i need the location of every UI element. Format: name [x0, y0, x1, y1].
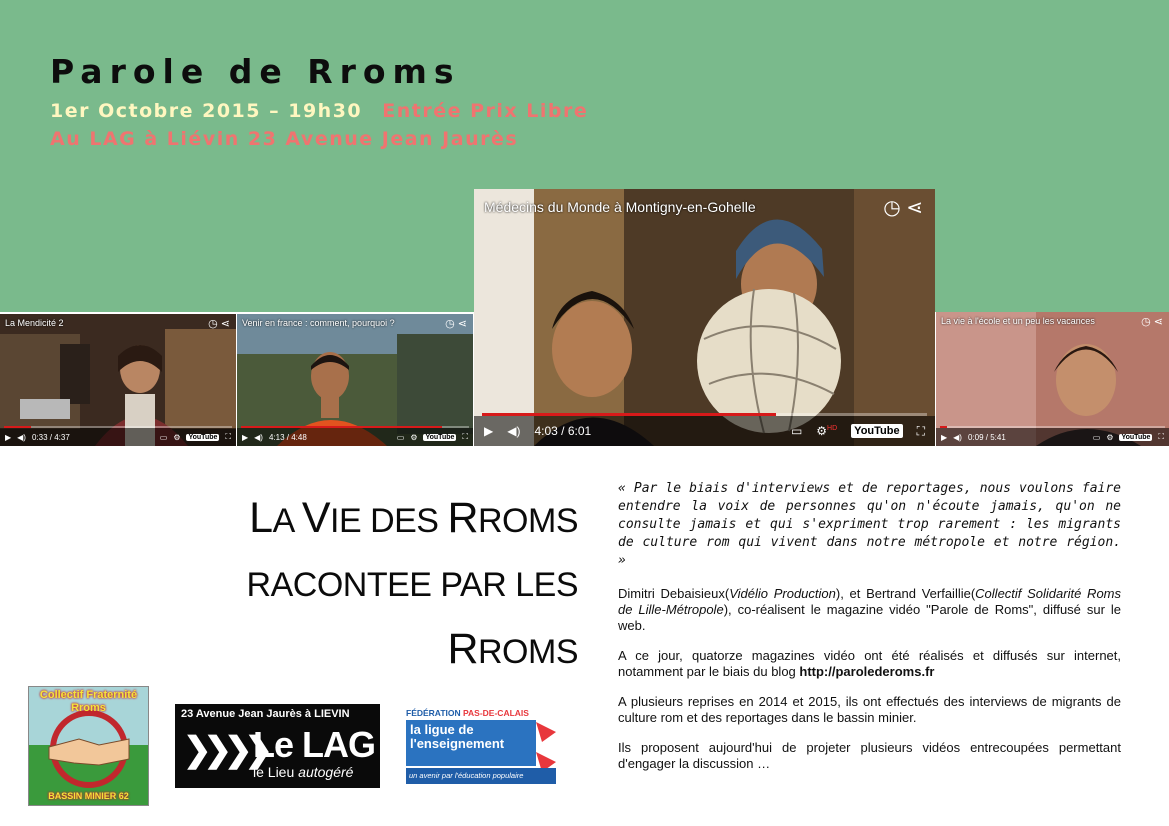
event-date-line: [50, 100, 588, 122]
play-icon[interactable]: ▶: [5, 432, 12, 442]
lag-sub-a: le Lieu: [253, 764, 299, 780]
chevrons-icon: ❯❯❯❯: [183, 731, 265, 769]
play-icon[interactable]: ▶: [484, 424, 494, 438]
video-thumbnail-main[interactable]: [474, 189, 935, 446]
captions-icon[interactable]: ▭: [1092, 432, 1101, 442]
fed-b: PAS-DE-CALAIS: [462, 708, 529, 718]
settings-icon[interactable]: ⚙$^{HD}$: [816, 424, 838, 438]
video-3-top-icons: [883, 195, 923, 220]
fullscreen-icon[interactable]: ⛶: [916, 423, 925, 438]
paragraph-interviews: A plusieurs reprises en 2014 et 2015, ils ont effectués des interviews de migrants de culture rom et des reportages dans le bassin minier.: [618, 694, 1121, 725]
le-lag-logo: [175, 704, 380, 788]
heading-cap: L: [249, 494, 273, 542]
captions-icon[interactable]: ▭: [790, 424, 803, 438]
volume-icon[interactable]: ◀): [254, 432, 263, 442]
video-3-controls: [474, 416, 935, 446]
lag-subtitle: [253, 764, 353, 780]
video-3-scene: [474, 189, 935, 446]
video-1-time: 0:33 / 4:37: [31, 432, 70, 442]
volume-icon[interactable]: ◀): [507, 424, 521, 438]
org-videlio: Vidélio Production: [729, 586, 836, 601]
share-icon[interactable]: ⋖: [1153, 316, 1163, 328]
volume-icon[interactable]: ◀): [953, 432, 962, 442]
youtube-logo[interactable]: YouTube: [188, 433, 218, 441]
video-2-time: 4:13 / 4:48: [268, 432, 307, 442]
heading-cap: R: [447, 625, 478, 673]
video-4-title: La vie à l'école et un peu les vacances: [941, 316, 1095, 326]
fullscreen-icon[interactable]: ⛶: [462, 432, 468, 441]
clock-icon[interactable]: ◷: [1141, 316, 1151, 328]
lag-name: Le LAG: [253, 724, 376, 765]
video-3-time: 4:03 / 6:01: [534, 424, 592, 438]
clock-icon[interactable]: ◷: [208, 318, 218, 330]
youtube-logo[interactable]: YouTube: [1121, 433, 1151, 441]
paragraph-magazines: [618, 648, 1121, 680]
video-2-title: Venir en france : comment, pourquoi ?: [242, 318, 395, 328]
video-thumbnail-4[interactable]: [936, 312, 1169, 446]
share-icon[interactable]: ⋖: [220, 318, 230, 330]
heading-line-2: RACONTEE PAR LES: [246, 566, 578, 604]
clock-icon[interactable]: ◷: [883, 197, 901, 219]
video-1-controls: [0, 428, 236, 446]
play-icon[interactable]: ▶: [242, 432, 249, 442]
captions-icon[interactable]: ▭: [159, 432, 168, 442]
captions-icon[interactable]: ▭: [396, 432, 405, 442]
fed-a: FÉDÉRATION: [406, 708, 463, 718]
video-4-top-icons: [1141, 315, 1163, 328]
event-price: Entrée Prix Libre: [382, 100, 589, 122]
fullscreen-icon[interactable]: ⛶: [1158, 432, 1164, 441]
volume-icon[interactable]: ◀): [17, 432, 26, 442]
video-4-time: 0:09 / 5:41: [967, 432, 1006, 442]
play-icon[interactable]: ▶: [941, 432, 948, 442]
collectif-fraternite-logo: [28, 686, 149, 806]
org-collectif: Collectif Solidarité Roms de Lille-Métropole: [618, 586, 1122, 617]
collectif-bassin: BASSIN MINIER 62: [48, 791, 129, 801]
blog-link[interactable]: http://parolederoms.fr: [799, 664, 935, 679]
lag-address: 23 Avenue Jean Jaurès à LIEVIN: [181, 708, 350, 720]
ligue-tagline: un avenir par l'éducation populaire: [406, 768, 556, 784]
event-date: 1er Octobre 2015 – 19h30: [50, 100, 363, 122]
video-thumbnail-1[interactable]: [0, 314, 236, 446]
video-2-controls: [237, 428, 473, 446]
text-span: ), co-réalisent le magazine vidéo "Parole de Roms", diffusé sur le web.: [618, 602, 1122, 633]
fullscreen-icon[interactable]: ⛶: [225, 432, 231, 441]
heading-cap: R: [447, 494, 478, 542]
ligue-enseignement-logo: [404, 706, 558, 786]
video-3-title: Médecins du Monde à Montigny-en-Gohelle: [484, 199, 756, 215]
paragraph-authors: [618, 586, 1121, 634]
event-title: Parole de Rroms: [50, 52, 461, 91]
lag-sub-b: autogéré: [298, 764, 354, 780]
youtube-logo[interactable]: YouTube: [851, 424, 902, 438]
video-1-title: La Mendicité 2: [5, 318, 64, 328]
text-span: A ce jour, quatorze magazines vidéo ont été réalisés et diffusés sur internet, notamment par le biais du blog: [618, 648, 1121, 679]
heading-small: A: [272, 502, 302, 540]
ligue-line-1: la ligue de: [410, 722, 474, 737]
body-text: [618, 480, 1121, 786]
video-2-top-icons: [445, 317, 467, 330]
text-span: Dimitri Debaisieux(: [618, 586, 730, 601]
text-span: ), et Bertrand Verfaillie(: [835, 586, 976, 601]
settings-icon[interactable]: ⚙: [1106, 432, 1114, 442]
video-1-top-icons: [208, 317, 230, 330]
share-icon[interactable]: ⋖: [906, 197, 923, 219]
video-thumbnail-2[interactable]: [237, 314, 473, 446]
ligue-box: [406, 720, 536, 766]
settings-icon[interactable]: ⚙: [410, 432, 418, 442]
heading-small: ROMS: [478, 502, 578, 540]
video-4-controls: [936, 428, 1169, 446]
settings-icon[interactable]: ⚙: [173, 432, 181, 442]
ligue-line-2: l'enseignement: [410, 736, 505, 751]
clock-icon[interactable]: ◷: [445, 318, 455, 330]
federation-label: [406, 708, 529, 718]
heading-small: IE DES: [330, 502, 448, 540]
heading-line-3: [100, 617, 578, 684]
heading-cap: V: [301, 494, 330, 542]
hd-badge: HD: [827, 425, 838, 432]
heading-small: ROMS: [478, 633, 578, 671]
collectif-name: Collectif Fraternité: [39, 689, 138, 701]
youtube-logo[interactable]: YouTube: [425, 433, 455, 441]
quote: « Par le biais d'interviews et de reportages, nous voulons faire entendre la voix de personnes qu'on n'écoute jamais, qu'on ne consulte jamais et qui s'expriment trop rarement : les migrants de culture rom qui vivent dans notre métropole et notre région. »: [618, 481, 1121, 568]
main-heading: [100, 486, 578, 684]
share-icon[interactable]: ⋖: [457, 318, 467, 330]
event-venue: Au LAG à Liévin 23 Avenue Jean Jaurès: [50, 128, 519, 150]
heading-line-1: [100, 486, 578, 553]
collectif-rroms: Rroms: [71, 702, 106, 714]
paragraph-projection: Ils proposent aujourd'hui de projeter plusieurs vidéos entrecoupées permettant d'engager la discussion …: [618, 740, 1121, 771]
